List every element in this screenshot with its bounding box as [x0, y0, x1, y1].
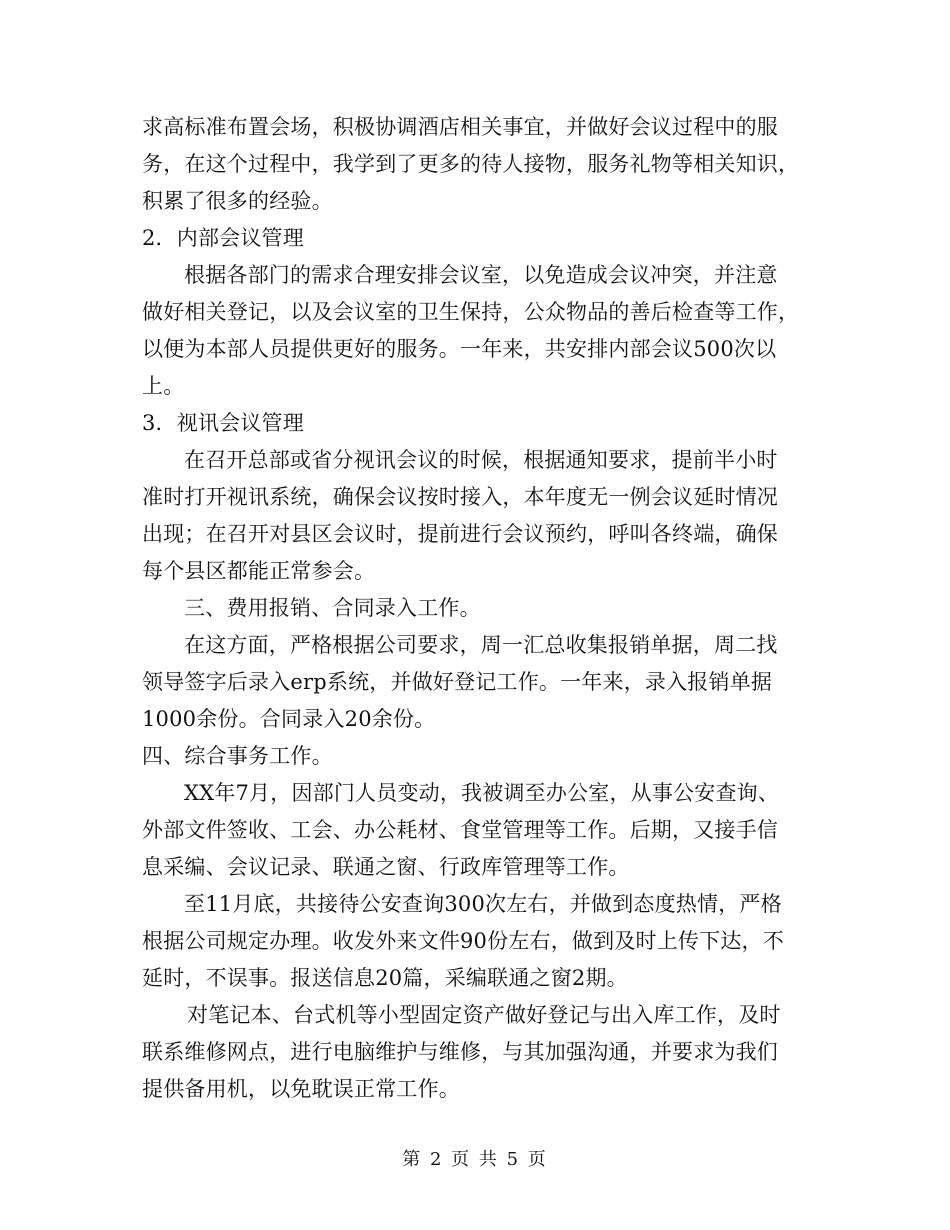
text-line: 求高标准布置会场，积极协调酒店相关事宜，并做好会议过程中的服 — [142, 115, 778, 139]
text-line: 联系维修网点，进行电脑维护与维修，与其加强沟通，并要求为我们 — [142, 1040, 778, 1064]
text-line: 领导签字后录入erp系统，并做好登记工作。一年来，录入报销单据 — [142, 670, 773, 694]
section-heading: 3．视讯会议管理 — [142, 411, 304, 435]
paragraph-first-line: 在这方面，严格根据公司要求，周一汇总收集报销单据，周二找 — [184, 633, 778, 657]
text-line: 积累了很多的经验。 — [142, 189, 333, 213]
paragraph-first-line: 至11月底，共接待公安查询300次左右，并做到态度热情，严格 — [184, 892, 782, 916]
text-line: 出现；在召开对县区会议时，提前进行会议预约，呼叫各终端，确保 — [142, 522, 778, 546]
text-line: 1000余份。合同录入20余份。 — [142, 707, 436, 731]
text-line: 延时，不误事。报送信息20篇，采编联通之窗2期。 — [142, 966, 628, 990]
text-line: 务，在这个过程中，我学到了更多的待人接物，服务礼物等相关知识， — [142, 152, 800, 176]
page-footer: 第 2 页 共 5 页 — [402, 1149, 548, 1170]
document-body — [142, 109, 812, 1108]
section-heading: 2．内部会议管理 — [142, 226, 304, 250]
section-heading: 四、综合事务工作。 — [142, 744, 333, 768]
paragraph-first-line: 在召开总部或省分视讯会议的时候，根据通知要求，提前半小时 — [184, 448, 778, 472]
text-line: 以便为本部人员提供更好的服务。一年来，共安排内部会议500次以 — [142, 337, 777, 361]
text-line: 准时打开视讯系统，确保会议按时接入，本年度无一例会议延时情况 — [142, 485, 778, 509]
text-line: 上。 — [142, 374, 185, 398]
section-heading: 三、费用报销、合同录入工作。 — [184, 596, 481, 620]
paragraph-first-line: XX年7月，因部门人员变动，我被调至办公室，从事公安查询、 — [184, 781, 780, 805]
text-line: 根据公司规定办理。收发外来文件90份左右，做到及时上传下达，不 — [142, 929, 784, 953]
text-line: 提供备用机，以免耽误正常工作。 — [142, 1077, 460, 1101]
text-line: 息采编、会议记录、联通之窗、行政库管理等工作。 — [142, 855, 630, 879]
text-line: 外部文件签收、工会、办公耗材、食堂管理等工作。后期，又接手信 — [142, 818, 778, 842]
paragraph-first-line: 对笔记本、台式机等小型固定资产做好登记与出入库工作，及时 — [187, 1003, 781, 1027]
text-line: 做好相关登记，以及会议室的卫生保持，公众物品的善后检查等工作， — [142, 300, 800, 324]
paragraph-first-line: 根据各部门的需求合理安排会议室，以免造成会议冲突，并注意 — [184, 263, 778, 287]
text-line: 每个县区都能正常参会。 — [142, 559, 376, 583]
